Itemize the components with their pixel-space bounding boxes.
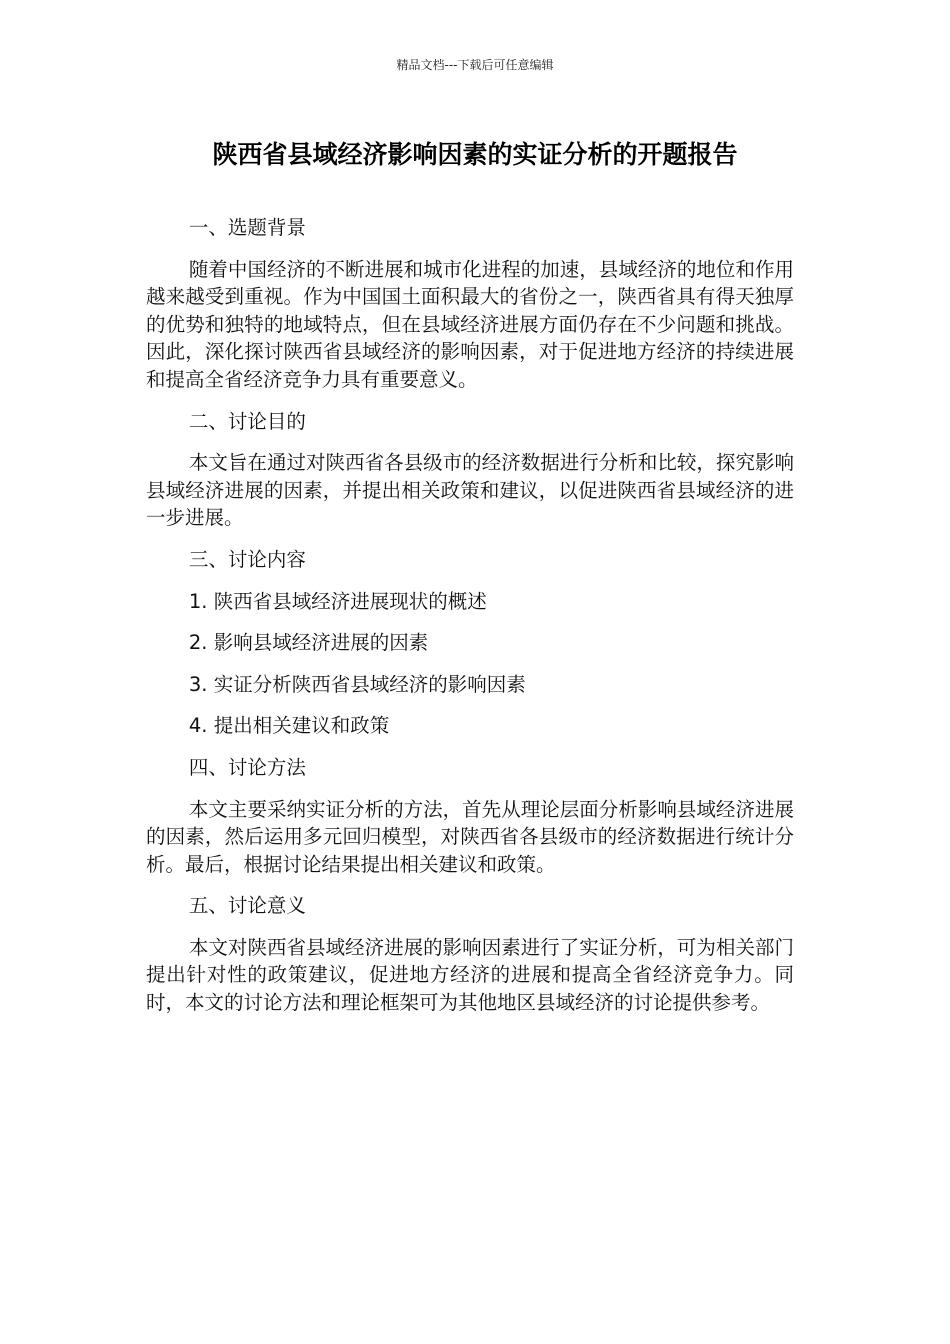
section-heading-significance: 五、讨论意义 xyxy=(188,894,306,918)
section-paragraph-background: 随着中国经济的不断进展和城市化进程的加速，县域经济的地位和作用越来越受到重视。作为中国国土面积最大的省份之一，陕西省具有得天独厚的优势和独特的地域特点，但在县域经济进展方面仍存在不少问题和挑战。因此，深化探讨陕西省县域经济的影响因素，对于促进地方经济的持续进展和提高全省经济竞争力具有重要意义。 xyxy=(146,257,794,391)
section-heading-background: 一、选题背景 xyxy=(188,216,306,239)
page-header: 精品文档---下载后可任意编辑 xyxy=(396,58,554,72)
content-list-item: 4. 提出相关建议和政策 xyxy=(188,714,390,738)
section-heading-method: 四、讨论方法 xyxy=(188,755,306,779)
content-list-item: 3. 实证分析陕西省县域经济的影响因素 xyxy=(188,672,526,696)
section-paragraph-purpose: 本文旨在通过对陕西省各县级市的经济数据进行分析和比较，探究影响县域经济进展的因素，并提出相关政策和建议，以促进陕西省县域经济的进一步进展。 xyxy=(146,451,794,530)
section-paragraph-significance: 本文对陕西省县域经济进展的影响因素进行了实证分析，可为相关部门提出针对性的政策建议，促进地方经济的进展和提高全省经济竞争力。同时，本文的讨论方法和理论框架可为其他地区县域经济的讨论提供参考。 xyxy=(146,935,794,1015)
section-heading-purpose: 二、讨论目的 xyxy=(188,409,306,433)
section-paragraph-method: 本文主要采纳实证分析的方法，首先从理论层面分析影响县域经济进展的因素，然后运用多元回归模型，对陕西省各县级市的经济数据进行统计分析。最后，根据讨论结果提出相关建议和政策。 xyxy=(146,797,794,876)
section-heading-content: 三、讨论内容 xyxy=(188,547,306,571)
content-list-item: 1. 陕西省县域经济进展现状的概述 xyxy=(188,589,487,613)
document-body xyxy=(146,214,794,1031)
document-title: 陕西省县域经济影响因素的实证分析的开题报告 xyxy=(212,140,738,169)
content-list-item: 2. 影响县域经济进展的因素 xyxy=(188,631,429,655)
